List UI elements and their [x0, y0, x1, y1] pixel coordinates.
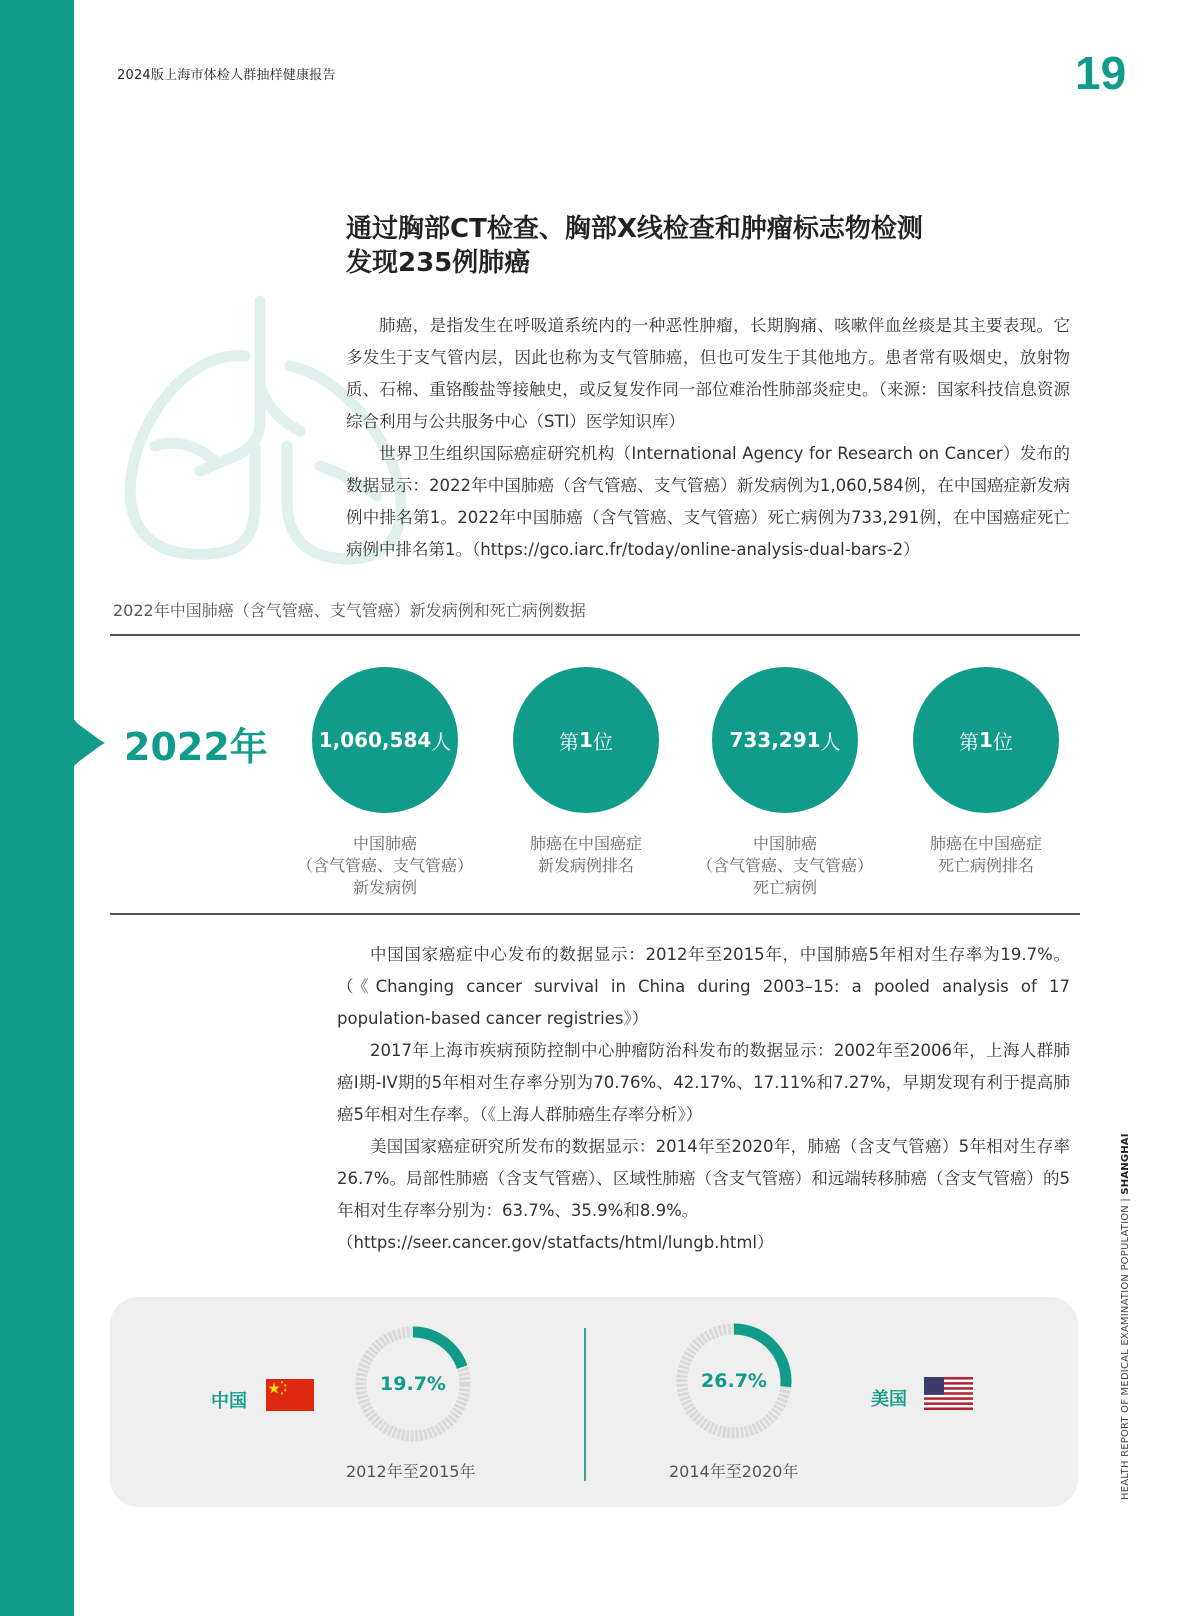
stat-unit: 位	[992, 729, 1013, 754]
stat-unit: 人	[820, 729, 841, 754]
stat-caption-line: 新发病例	[352, 878, 417, 897]
stat-caption-line: 死亡病例排名	[937, 856, 1034, 875]
stat-unit: 人	[431, 729, 452, 754]
stat-new-cases	[285, 667, 485, 899]
stat-caption-line: 死亡病例	[752, 878, 817, 897]
usa-rate-value: 26.7%	[701, 1370, 767, 1392]
stat-deaths-rank	[886, 667, 1086, 877]
intro-text	[346, 310, 1070, 566]
stat-caption	[486, 833, 686, 877]
stats-bottom-rule	[110, 913, 1080, 915]
usa-label: 美国	[871, 1389, 907, 1410]
footer-city: SHANGHAI	[1120, 1133, 1131, 1195]
heading-line-1: 通过胸部CT检查、胸部X线检查和肿瘤标志物检测	[346, 214, 923, 244]
stat-caption	[886, 833, 1086, 877]
china-flag-icon	[266, 1379, 314, 1411]
panel-divider	[584, 1328, 586, 1481]
intro-paragraph: 世界卫生组织国际癌症研究机构（International Agency for Research on Cancer）发布的数据显示：2022年中国肺癌（含气管癌、支气管癌）新发病例为1,060,584例，在中国癌症新发病例中排名第1。2022年中国肺癌（含气管癌、支气管癌）死亡病例为733,291例，在中国癌症死亡病例中排名第1。（https://gco.iarc.fr/today/online-analysis-dual-bars-2）	[346, 444, 1070, 559]
stat-unit: 位	[592, 729, 613, 754]
china-period: 2012年至2015年	[346, 1462, 476, 1481]
year-marker-icon	[30, 706, 105, 780]
survival-paragraph: 美国国家癌症研究所发布的数据显示：2014年至2020年，肺癌（含支气管癌）5年相对生存率26.7%。局部性肺癌（含支气管癌）、区域性肺癌（含支气管癌）和远端转移肺癌（含支气管癌）的5年相对生存率分别为：63.7%、35.9%和8.9%。	[337, 1137, 1070, 1220]
usa-period: 2014年至2020年	[669, 1462, 799, 1481]
stat-caption-line: 中国肺癌	[352, 834, 417, 853]
us-flag-icon	[924, 1377, 973, 1410]
stat-caption	[285, 833, 485, 899]
stat-caption-line: （含气管癌、支气管癌）	[696, 856, 873, 875]
stat-new-cases-rank	[486, 667, 686, 877]
intro-paragraph: 肺癌，是指发生在呼吸道系统内的一种恶性肿瘤，长期胸痛、咳嗽伴血丝痰是其主要表现。它多发生于支气管内层，因此也称为支气管肺癌，但也可发生于其他地方。患者常有吸烟史，放射物质、石棉、重铬酸盐等接触史，或反复发作同一部位难治性肺部炎症史。（来源：国家科技信息资源综合利用与公共服务中心（STI）医学知识库）	[346, 316, 1070, 431]
stats-top-rule	[110, 634, 1080, 636]
stat-circle	[513, 667, 659, 813]
page-number: 19	[1075, 47, 1127, 99]
stat-value: 733,291	[729, 728, 821, 752]
stat-value: 1	[979, 728, 993, 752]
page-heading	[346, 212, 1066, 280]
stat-circle	[913, 667, 1059, 813]
stat-prefix: 第	[959, 729, 980, 754]
stat-deaths	[685, 667, 885, 899]
china-rate-donut	[353, 1324, 473, 1444]
survival-text	[337, 939, 1070, 1259]
sidebar-band	[0, 0, 74, 1616]
stats-caption: 2022年中国肺癌（含气管癌、支气管癌）新发病例和死亡病例数据	[113, 601, 586, 620]
stat-caption-line: 中国肺癌	[752, 834, 817, 853]
survival-paragraph: 中国国家癌症中心发布的数据显示：2012年至2015年，中国肺癌5年相对生存率为19.7%。（《Changing cancer survival in China during 2003–15: a pooled analysis of 17 population-based cancer registries》）	[337, 945, 1070, 1028]
usa-rate-donut	[674, 1321, 794, 1441]
china-rate-value: 19.7%	[380, 1373, 446, 1395]
survival-source: （https://seer.cancer.gov/statfacts/html/lungb.html）	[337, 1233, 774, 1252]
stat-value: 1,060,584	[318, 728, 432, 752]
year-label: 2022年	[124, 725, 268, 769]
heading-line-2: 发现235例肺癌	[346, 248, 531, 278]
vertical-footer	[1120, 1133, 1131, 1500]
footer-report-title: HEALTH REPORT OF MEDICAL EXAMINATION POPULATION	[1120, 1205, 1131, 1500]
stat-caption-line: 新发病例排名	[537, 856, 634, 875]
running-title: 2024版上海市体检人群抽样健康报告	[117, 68, 336, 83]
stat-circle	[712, 667, 858, 813]
survival-paragraph: 2017年上海市疾病预防控制中心肿瘤防治科发布的数据显示：2002年至2006年，上海人群肺癌I期-IV期的5年相对生存率分别为70.76%、42.17%、17.11%和7.27%，早期发现有利于提高肺癌5年相对生存率。（《上海人群肺癌生存率分析》）	[337, 1041, 1070, 1124]
stat-value: 1	[579, 728, 593, 752]
stat-caption-line: 肺癌在中国癌症	[529, 834, 642, 853]
stat-prefix: 第	[559, 729, 580, 754]
footer-separator: |	[1120, 1198, 1131, 1202]
stat-caption-line: 肺癌在中国癌症	[929, 834, 1042, 853]
stat-circle	[312, 667, 458, 813]
stat-caption	[685, 833, 885, 899]
stat-caption-line: （含气管癌、支气管癌）	[296, 856, 473, 875]
china-label: 中国	[211, 1391, 247, 1412]
